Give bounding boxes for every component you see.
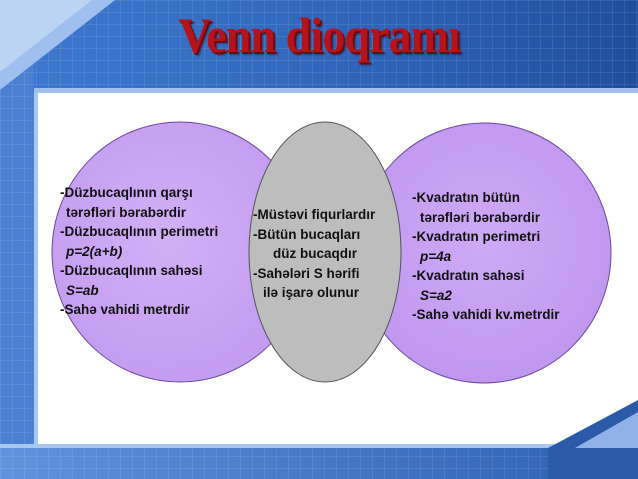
middle-line: ilə işarə olunur xyxy=(263,285,360,300)
middle-line: düz bucaqdır xyxy=(273,246,357,261)
right-line: -Kvadratın sahəsi xyxy=(412,268,525,283)
right-formula: S=a2 xyxy=(420,287,452,303)
left-line: -Sahə vahidi metrdir xyxy=(60,302,190,317)
right-line: -Kvadratın perimetri xyxy=(412,229,541,244)
left-line: tərəfləri bərabərdir xyxy=(66,204,187,220)
middle-line: -Müstəvi fiqurlardır xyxy=(253,207,376,222)
right-line: -Kvadratın bütün xyxy=(412,190,520,205)
left-line: -Düzbucaqlının sahəsi xyxy=(60,263,203,278)
right-text-block xyxy=(412,188,560,325)
left-line: -Düzbucaqlının qarşı xyxy=(60,185,193,200)
middle-line: -Sahələri S hərifi xyxy=(253,265,360,281)
right-line: -Sahə vahidi kv.metrdir xyxy=(412,307,560,322)
right-formula: p=4a xyxy=(420,248,452,264)
middle-line: -Bütün bucaqları xyxy=(253,226,361,242)
middle-text-block xyxy=(253,205,375,303)
left-formula: p=2(a+b) xyxy=(66,243,123,259)
left-line: -Düzbucaqlının perimetri xyxy=(60,224,219,239)
slide-title: Venn dioqramı xyxy=(178,7,460,63)
right-line: tərəfləri bərabərdir xyxy=(420,209,541,225)
left-formula: S=ab xyxy=(66,282,99,298)
left-text-block xyxy=(60,183,218,320)
